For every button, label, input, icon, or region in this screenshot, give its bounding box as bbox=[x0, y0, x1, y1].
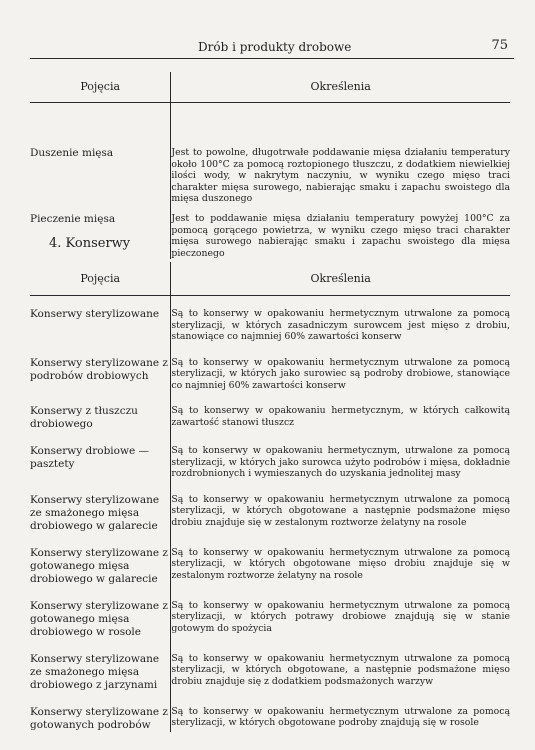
definitions-table-cooking bbox=[30, 72, 510, 259]
table-row bbox=[30, 533, 510, 586]
definition-cell: Jest to poddawanie mięsa działaniu temperatury powyżej 100°C za pomocą gorącego powietrza, w wyniku czego mięso traci charakter mięsa surowego nabierając smaku i zapachu swoistego dla mięsa pieczonego bbox=[171, 213, 510, 259]
term-cell: Pieczenie mięsa bbox=[30, 207, 171, 259]
table-row bbox=[30, 431, 510, 480]
definition-cell: Są to konserwy w opakowaniu hermetycznym, w których całkowitą zawartość stanowi tłuszcz bbox=[171, 405, 510, 428]
section-heading: 4. Konserwy bbox=[49, 236, 131, 251]
table-row bbox=[30, 480, 510, 533]
definition-cell: Są to konserwy w opakowaniu hermetycznym utrwalone za pomocą sterylizacji, w których jako surowiec są podroby drobiowe, stanowiące co najmniej 60% zawartości konserw bbox=[171, 356, 510, 391]
table-header-row bbox=[30, 262, 510, 296]
header-title: Drób i produkty drobowe bbox=[198, 40, 352, 54]
definition-cell: Jest to powolne, długotrwałe poddawanie mięsa działaniu temperatury około 100°C za pomocą roztopionego tłuszczu, z dodatkiem niewielkiej ilości wody, w nakrytym naczyniu, w wyniku czego mięso traci charakter mięsa surowego, nabierając smaku i zapachu swoistego dla mięsa duszonego bbox=[171, 147, 510, 204]
definition-cell: Są to konserwy w opakowaniu hermetycznym utrwalone za pomocą sterylizacji, w których zasadniczym surowcem jest mięso z drobiu, stanowiące co najmniej 60% zawartości konserw bbox=[171, 308, 510, 342]
table-row bbox=[30, 296, 510, 343]
column-header-terms: Pojęcia bbox=[30, 72, 171, 103]
table-row bbox=[30, 692, 510, 732]
definitions-table-canned bbox=[30, 262, 510, 732]
table-row bbox=[30, 586, 510, 639]
term-cell: Duszenie mięsa bbox=[30, 103, 171, 208]
term-cell: Konserwy drobiowe — pasztety bbox=[30, 431, 171, 480]
term-cell: Konserwy sterylizowane z podrobów drobiowych bbox=[30, 343, 171, 392]
definition-cell: Są to konserwy w opakowaniu hermetycznym utrwalone za pomocą sterylizacji, w których obgotowane podroby znajdują się w rosole bbox=[171, 705, 510, 728]
definition-cell: Są to konserwy w opakowaniu hermetycznym utrwalone za pomocą sterylizacji, w których obgotowane a następnie podsmażone mięso drobiu znajduje się w zestalonym roztworze żelatyny na rosole bbox=[171, 493, 510, 528]
term-cell: Konserwy sterylizowane z gotowanego mięsa drobiowego w rosole bbox=[30, 586, 171, 639]
term-cell: Konserwy sterylizowane ze smażonego mięsa drobiowego z jarzynami bbox=[30, 639, 171, 692]
running-header bbox=[30, 37, 510, 57]
column-header-definitions: Określenia bbox=[171, 262, 510, 296]
term-cell: Konserwy sterylizowane z gotowanego mięsa drobiowego w galarecie bbox=[30, 533, 171, 586]
table-row bbox=[30, 103, 510, 208]
definition-cell: Są to konserwy w opakowaniu hermetycznym utrwalone za pomocą sterylizacji, w których potrawy drobiowe znajdują się w stanie gotowym do spożycia bbox=[171, 599, 510, 634]
term-cell: Konserwy sterylizowane ze smażonego mięsa drobiowego w galarecie bbox=[30, 480, 171, 533]
column-header-terms: Pojęcia bbox=[30, 262, 171, 296]
table-row bbox=[30, 207, 510, 259]
table-row bbox=[30, 343, 510, 392]
term-cell: Konserwy sterylizowane z gotowanych podrobów bbox=[30, 692, 171, 732]
table-row bbox=[30, 639, 510, 692]
definition-cell: Są to konserwy w opakowaniu hermetycznym, utrwalone za pomocą sterylizacji, w których jako surowca użyto podrobów i mięsa, dokładnie rozdrobnionych i wymieszanych do uzyskania jednolitej masy bbox=[171, 445, 510, 479]
page-number: 75 bbox=[491, 38, 508, 53]
header-rule bbox=[30, 58, 514, 59]
term-cell: Konserwy z tłuszczu drobiowego bbox=[30, 391, 171, 431]
term-cell: Konserwy sterylizowane bbox=[30, 296, 171, 343]
table-row bbox=[30, 391, 510, 431]
definition-cell: Są to konserwy w opakowaniu hermetycznym utrwalone za pomocą sterylizacji, w których obgotowane, a następnie podsmażone mięso drobiu znajduje się z dodatkiem podsmażonych warzyw bbox=[171, 652, 510, 687]
column-header-definitions: Określenia bbox=[171, 72, 510, 103]
definition-cell: Są to konserwy w opakowaniu hermetycznym utrwalone za pomocą sterylizacji, w których obgotowane mięso drobiu znajduje się w zestalonym roztworze żelatyny na rosole bbox=[171, 546, 510, 581]
table-header-row bbox=[30, 72, 510, 103]
